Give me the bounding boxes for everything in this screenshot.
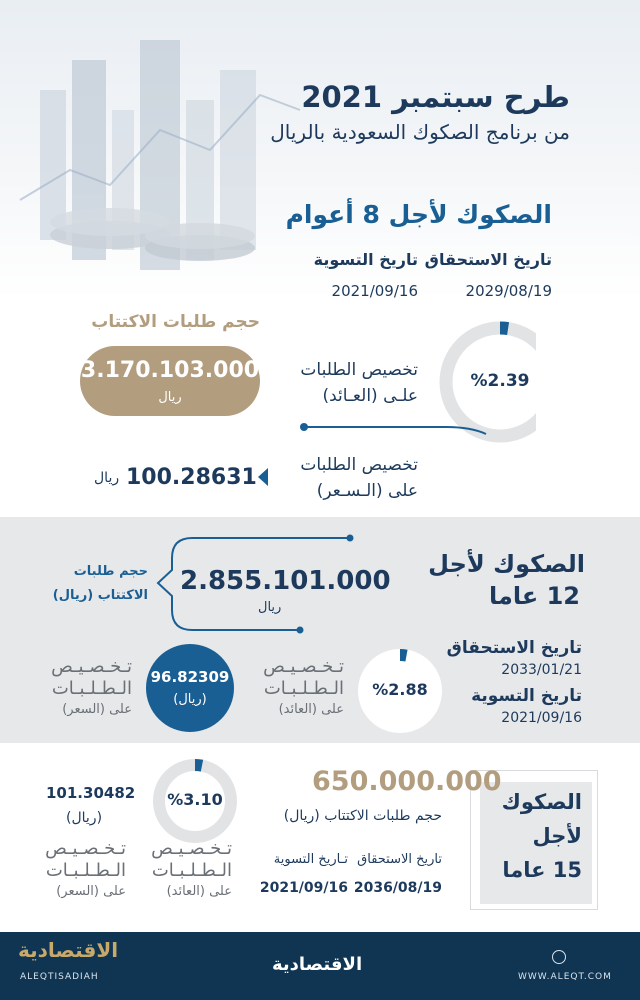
sukuk8-heading: الصكوك لأجل 8 أعوام — [285, 200, 552, 229]
sukuk12-settlement-label: تاريخ التسوية — [471, 686, 582, 706]
pointer-arrow-icon — [258, 468, 268, 486]
sukuk12-maturity-label: تاريخ الاستحقاق — [446, 638, 582, 658]
page-subtitle: من برنامج الصكوك السعودية بالريال — [270, 120, 570, 144]
sukuk15-subscription-label: حجم طلبات الاكتتاب (ريال) — [283, 808, 442, 824]
connector-line — [304, 427, 486, 434]
sukuk8-subscription-unit: ريال — [158, 390, 182, 405]
sukuk8-yield-alloc-line1: تخصيص الطلبات — [300, 360, 418, 380]
sukuk8-maturity-label: تاريخ الاستحقاق — [424, 250, 552, 269]
sukuk12-price-alloc-line1: تـخـصـيـص — [51, 656, 132, 677]
sukuk15-heading-box — [480, 782, 592, 904]
sukuk15-settlement-label: تـاريخ التسوية — [273, 852, 348, 867]
sukuk8-subscription-value: 3.170.103.000 — [80, 358, 260, 383]
sukuk15-maturity-label: تاريخ الاستحقاق — [357, 852, 442, 867]
sukuk12-price-alloc-line2: الـطـلـبـات — [51, 678, 132, 699]
sukuk12-maturity-date: 2033/01/21 — [501, 662, 582, 678]
sukuk15-price-value: 101.30482 — [46, 784, 136, 802]
sukuk8-maturity-date: 2029/08/19 — [465, 282, 552, 300]
sukuk12-yield-alloc-line3: على (العائد) — [278, 702, 344, 717]
page-title: طرح سبتمبر 2021 — [301, 80, 570, 114]
sukuk15-price-alloc-line2: الـطـلـبـات — [45, 860, 126, 881]
sukuk12-subscription-label-line2: الاكتتاب (ريال) — [52, 588, 148, 603]
sukuk15-heading-line2: لأجل — [532, 824, 582, 848]
sukuk8-price-unit: ريال — [94, 470, 120, 486]
sukuk8-subscription-label: حجم طلبات الاكتتاب — [91, 312, 260, 332]
footer-handle[interactable]: ALEQTISADIAH — [20, 972, 99, 982]
sukuk8-yield-value: %2.39 — [470, 371, 530, 391]
sukuk12-price-value: 96.82309 — [150, 668, 230, 686]
sukuk8-settlement-date: 2021/09/16 — [331, 282, 418, 300]
sukuk15-heading-line3: 15 عاما — [502, 858, 582, 882]
sukuk12-subscription-value: 2.855.101.000 — [180, 566, 391, 596]
sukuk15-yield-value: %3.10 — [167, 790, 223, 809]
sukuk12-yield-alloc-line2: الـطـلـبـات — [263, 678, 344, 699]
sukuk15-heading-line1: الصكوك — [501, 790, 582, 814]
sukuk8-subscription-pill — [80, 346, 260, 416]
sukuk15-price-alloc-line1: تـخـصـيـص — [45, 838, 126, 859]
sukuk12-yield-value: %2.88 — [372, 680, 428, 699]
ring-progress — [500, 328, 508, 329]
sukuk12-price-unit: (ريال) — [173, 692, 207, 707]
sukuk15-price-unit: (ريال) — [66, 810, 103, 826]
sukuk8-settlement-label: تاريخ التسوية — [313, 250, 418, 269]
sukuk15-price-alloc-line3: على (السعر) — [56, 884, 126, 899]
footer-website-link[interactable]: WWW.ALEQT.COM — [518, 972, 612, 982]
sukuk15-yield-alloc-line2: الـطـلـبـات — [151, 860, 232, 881]
ring-progress — [400, 655, 406, 656]
sukuk8-price-alloc-line1: تخصيص الطلبات — [300, 455, 418, 475]
sukuk15-settlement-date: 2021/09/16 — [259, 880, 348, 896]
sukuk12-heading-line2: 12 عاما — [488, 582, 580, 610]
sukuk12-settlement-date: 2021/09/16 — [501, 710, 582, 726]
sukuk15-yield-alloc-line1: تـخـصـيـص — [151, 838, 232, 859]
sukuk12-yield-alloc-line1: تـخـصـيـص — [263, 656, 344, 677]
ring-progress — [195, 765, 202, 766]
footer-brand-left: الاقتصادية — [18, 938, 119, 962]
sukuk12-price-alloc-line3: على (السعر) — [62, 702, 132, 717]
connector-dot — [300, 423, 308, 431]
sukuk12-price-circle — [146, 644, 234, 732]
footer-brand-center: الاقتصادية — [272, 954, 363, 975]
footer-bar — [0, 932, 640, 1000]
sukuk8-yield-alloc-line2: علـى (العـائد) — [322, 386, 418, 406]
sukuk12-subscription-unit: ريال — [258, 600, 282, 615]
sukuk15-yield-alloc-line3: على (العائد) — [166, 884, 232, 899]
sukuk15-maturity-date: 2036/08/19 — [353, 880, 442, 896]
sukuk8-price-value: 100.28631 — [126, 465, 257, 490]
globe-icon — [552, 950, 566, 964]
sukuk12-heading-line1: الصكوك لأجل — [428, 550, 585, 578]
sukuk15-subscription-value: 650.000.000 — [312, 766, 502, 797]
sukuk8-price-alloc-line2: على (الـسـعر) — [316, 481, 418, 501]
sukuk12-subscription-label-line1: حجم طلبات — [73, 564, 148, 579]
